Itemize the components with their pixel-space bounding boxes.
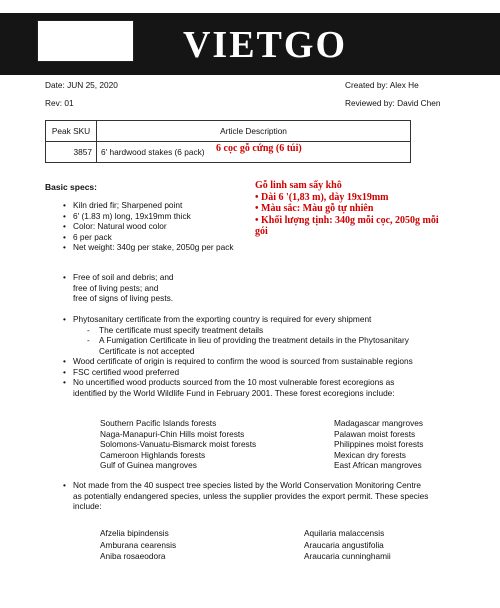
- vn-spec-line: • Màu sắc: Màu gỗ tự nhiên: [255, 203, 374, 214]
- cell-description: 6' hardwood stakes (6 pack): [97, 142, 411, 163]
- species-item: Aquilaria malaccensis: [304, 528, 385, 538]
- vn-specs-block: [255, 180, 439, 238]
- doc-reviewed-by: Reviewed by: David Chen: [345, 98, 441, 108]
- brand-title: VIETGO: [182, 24, 348, 66]
- species-left: [100, 528, 176, 563]
- ecoregion-item: Gulf of Guinea mangroves: [100, 460, 197, 470]
- logo-placeholder: [37, 20, 134, 62]
- ecoregions-left: [100, 418, 256, 471]
- vn-spec-line: • Dài 6 '(1,83 m), dày 19x19mm: [255, 191, 389, 203]
- species-item: Amburana cearensis: [100, 539, 177, 550]
- sku-table: [45, 120, 411, 163]
- species-item: Araucaria angustifolia: [304, 539, 384, 550]
- free-line: free of living pests; and: [73, 282, 159, 293]
- ecoregion-item: Solomons-Vanuatu-Bismarck moist forests: [100, 439, 257, 449]
- vn-desc-note: 6 cọc gỗ cứng (6 túi): [216, 143, 302, 154]
- ecoregion-item: East African mangroves: [334, 460, 422, 470]
- uncertified-line: • No uncertified wood products sourced from the 10 most vulnerable forest ecoregions as: [73, 377, 395, 387]
- ecoregions-right: [334, 418, 423, 471]
- cell-sku: 3857: [46, 142, 97, 163]
- species-intro-line: • Not made from the 40 suspect tree species listed by the World Conservation Monitoring Centre: [73, 480, 422, 490]
- list-item: [63, 272, 263, 304]
- wood-cert-item: • Wood certificate of origin is required to confirm the wood is sourced from sustainable regions: [63, 356, 493, 367]
- ecoregion-item: Naga-Manapuri-Chin Hills moist forests: [100, 428, 245, 439]
- species-item: Afzelia bipindensis: [100, 528, 169, 538]
- list-item: • Net weight: 340g per stake, 2050g per pack: [63, 242, 253, 253]
- list-item: [63, 480, 493, 512]
- phyto-sub-item: Certificate is not accepted: [99, 345, 195, 356]
- col-description: Article Description: [97, 121, 411, 142]
- fsc-item: • FSC certified wood preferred: [63, 367, 493, 378]
- list-item: • Color: Natural wood color: [63, 221, 253, 232]
- basic-specs-list: [63, 200, 253, 253]
- doc-created-by: Created by: Alex He: [345, 80, 419, 90]
- free-line: free of signs of living pests.: [73, 293, 174, 303]
- ecoregion-item: Mexican dry forests: [334, 449, 406, 460]
- uncertified-line: identified by the World Wildlife Fund in February 2001. These forest ecoregions include:: [73, 387, 395, 398]
- vn-specs-title: Gỗ linh sam sấy khô: [255, 180, 342, 191]
- ecoregion-item: Philippines moist forests: [334, 439, 424, 449]
- list-item: • 6' (1.83 m) long, 19x19mm thick: [63, 211, 253, 222]
- list-item: • Kiln dried fir; Sharpened point: [63, 200, 253, 211]
- species-intro-line: include:: [73, 501, 102, 511]
- species-item: Araucaria cunninghamii: [304, 551, 391, 561]
- free-of-list: [63, 272, 263, 304]
- sku-table-header: [46, 121, 411, 142]
- species-intro-line: as potentially endangered species, unless the supplier provides the export permit. These species: [73, 490, 429, 501]
- phyto-text: • Phytosanitary certificate from the exporting country is required for every shipment: [73, 314, 372, 324]
- phyto-sub-item: - The certificate must specify treatment details: [87, 325, 493, 336]
- species-right: [304, 528, 391, 563]
- col-sku: Peak SKU: [46, 121, 97, 142]
- vn-spec-line: • Khối lượng tịnh: 340g mỗi cọc, 2050g mỗi: [255, 214, 439, 226]
- list-item: [63, 314, 493, 356]
- ecoregion-item: Madagascar mangroves: [334, 418, 424, 428]
- ecoregion-item: Southern Pacific Islands forests: [100, 418, 217, 428]
- requirements-list: [63, 314, 493, 398]
- doc-date: Date: JUN 25, 2020: [45, 80, 118, 90]
- doc-rev: Rev: 01: [45, 98, 74, 108]
- list-item: • 6 per pack: [63, 232, 253, 243]
- list-item: [63, 377, 493, 398]
- free-line: • Free of soil and debris; and: [73, 272, 174, 282]
- vn-spec-line: gói: [255, 226, 268, 237]
- phyto-sub-item: - A Fumigation Certificate in lieu of providing the treatment details in the Phytosanitary: [87, 335, 493, 346]
- species-item: Aniba rosaeodora: [100, 551, 166, 561]
- ecoregion-item: Palawan moist forests: [334, 428, 416, 439]
- ecoregion-item: Cameroon Highlands forests: [100, 449, 206, 460]
- species-list: [63, 480, 493, 512]
- basic-specs-title: Basic specs:: [45, 182, 97, 192]
